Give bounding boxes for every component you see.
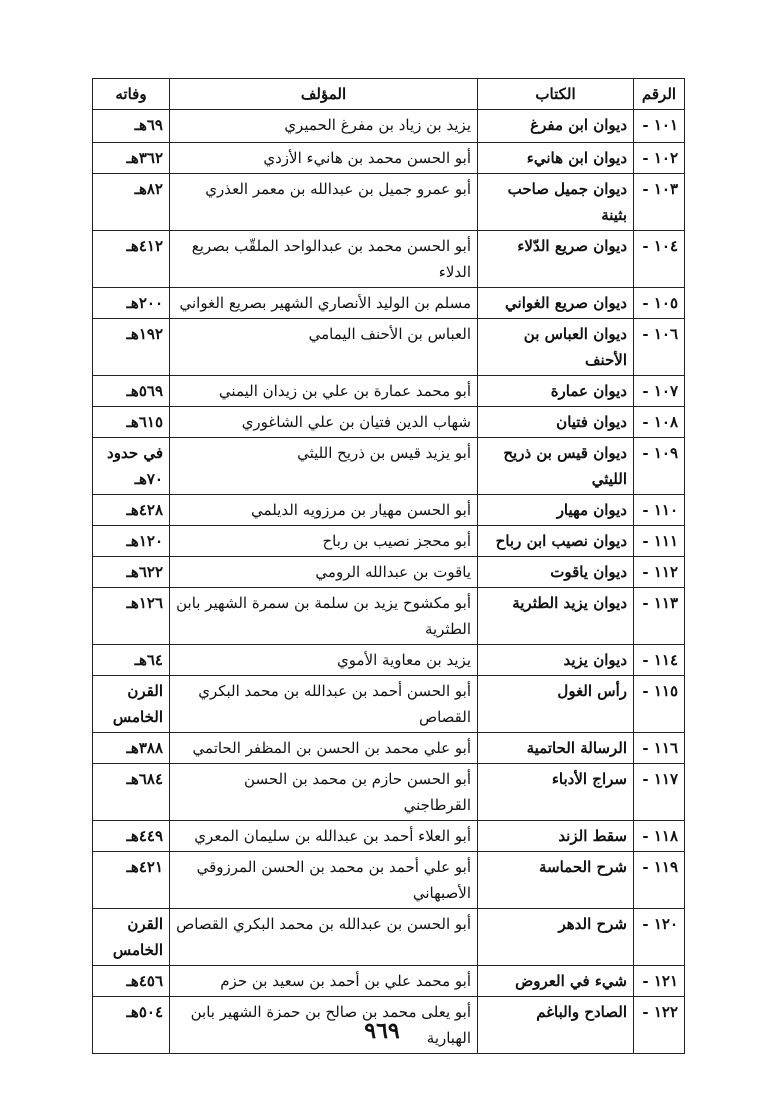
author-name: يزيد بن معاوية الأموي xyxy=(170,645,478,676)
book-title: ديوان ياقوت xyxy=(478,557,634,588)
book-title: ديوان ابن هانيء xyxy=(478,143,634,174)
death-year: ٥٦٩هـ xyxy=(93,376,170,407)
table-row xyxy=(93,733,685,764)
death-year: ٣٦٢هـ xyxy=(93,143,170,174)
table-row xyxy=(93,231,685,288)
death-year: ٦٤هـ xyxy=(93,645,170,676)
row-number: ١٢٠ - xyxy=(634,909,685,966)
author-name: أبو الحسن أحمد بن عبدالله بن محمد البكري القصاص xyxy=(170,676,478,733)
table-row xyxy=(93,588,685,645)
death-year: ٤٢١هـ xyxy=(93,852,170,909)
book-title: ديوان نصيب ابن رباح xyxy=(478,526,634,557)
row-number: ١١٢ - xyxy=(634,557,685,588)
death-year: في حدود ٧٠هـ xyxy=(93,438,170,495)
table-row xyxy=(93,288,685,319)
author-name: مسلم بن الوليد الأنصاري الشهير بصريع الغواني xyxy=(170,288,478,319)
death-year: ٤٤٩هـ xyxy=(93,821,170,852)
row-number: ١٠٦ - xyxy=(634,319,685,376)
book-title: الصادح والباغم xyxy=(478,997,634,1054)
author-name: أبو علي محمد بن الحسن بن المظفر الحاتمي xyxy=(170,733,478,764)
row-number: ١١٦ - xyxy=(634,733,685,764)
row-number: ١١٨ - xyxy=(634,821,685,852)
book-title: ديوان صريع الدّلاء xyxy=(478,231,634,288)
row-number: ١٠٤ - xyxy=(634,231,685,288)
header-number: الرقم xyxy=(634,79,685,110)
table-row xyxy=(93,764,685,821)
author-name: ياقوت بن عبدالله الرومي xyxy=(170,557,478,588)
row-number: ١٢٢ - xyxy=(634,997,685,1054)
author-name: شهاب الدين فتيان بن علي الشاغوري xyxy=(170,407,478,438)
table-row xyxy=(93,821,685,852)
book-title: سراج الأدباء xyxy=(478,764,634,821)
death-year: القرن الخامس xyxy=(93,909,170,966)
book-title: شيء في العروض xyxy=(478,966,634,997)
row-number: ١١٩ - xyxy=(634,852,685,909)
death-year: ٤١٢هـ xyxy=(93,231,170,288)
book-title: رأس الغول xyxy=(478,676,634,733)
book-title: ديوان صريع الغواني xyxy=(478,288,634,319)
book-title: ديوان يزيد xyxy=(478,645,634,676)
death-year: ٦٩هـ xyxy=(93,110,170,143)
author-name: أبو الحسن مهيار بن مرزويه الديلمي xyxy=(170,495,478,526)
book-title: ديوان العباس بن الأحنف xyxy=(478,319,634,376)
row-number: ١٠٣ - xyxy=(634,174,685,231)
death-year: ١٩٢هـ xyxy=(93,319,170,376)
table-header-row xyxy=(93,79,685,110)
book-title: سقط الزند xyxy=(478,821,634,852)
book-title: ديوان مهيار xyxy=(478,495,634,526)
death-year: ٥٠٤هـ xyxy=(93,997,170,1054)
author-name: يزيد بن زياد بن مفرغ الحميري xyxy=(170,110,478,143)
author-name: العباس بن الأحنف اليمامي xyxy=(170,319,478,376)
death-year: ٨٢هـ xyxy=(93,174,170,231)
death-year: ٦٨٤هـ xyxy=(93,764,170,821)
table-row xyxy=(93,909,685,966)
death-year: القرن الخامس xyxy=(93,676,170,733)
row-number: ١١١ - xyxy=(634,526,685,557)
death-year: ٤٥٦هـ xyxy=(93,966,170,997)
row-number: ١٠٥ - xyxy=(634,288,685,319)
row-number: ١٢١ - xyxy=(634,966,685,997)
book-title: ديوان جميل صاحب بثينة xyxy=(478,174,634,231)
death-year: ٣٨٨هـ xyxy=(93,733,170,764)
table-row xyxy=(93,143,685,174)
author-name: أبو الحسن محمد بن عبدالواحد الملقّب بصريع الدلاء xyxy=(170,231,478,288)
table-row xyxy=(93,174,685,231)
header-book: الكتاب xyxy=(478,79,634,110)
bibliography-table xyxy=(92,78,685,1054)
death-year: ٦١٥هـ xyxy=(93,407,170,438)
author-name: أبو العلاء أحمد بن عبدالله بن سليمان المعري xyxy=(170,821,478,852)
table-row xyxy=(93,438,685,495)
book-title: ديوان قيس بن ذريح الليثي xyxy=(478,438,634,495)
death-year: ٦٢٢هـ xyxy=(93,557,170,588)
death-year: ١٢٠هـ xyxy=(93,526,170,557)
row-number: ١١٠ - xyxy=(634,495,685,526)
author-name: أبو عمرو جميل بن عبدالله بن معمر العذري xyxy=(170,174,478,231)
author-name: أبو الحسن بن عبدالله بن محمد البكري القصاص xyxy=(170,909,478,966)
book-title: ديوان فتيان xyxy=(478,407,634,438)
death-year: ٤٢٨هـ xyxy=(93,495,170,526)
table-row xyxy=(93,966,685,997)
row-number: ١١٣ - xyxy=(634,588,685,645)
author-name: أبو يعلى محمد بن صالح بن حمزة الشهير بابن الهبارية xyxy=(170,997,478,1054)
author-name: أبو محمد علي بن أحمد بن سعيد بن حزم xyxy=(170,966,478,997)
table-row xyxy=(93,407,685,438)
table-row xyxy=(93,557,685,588)
author-name: أبو علي أحمد بن محمد بن الحسن المرزوقي الأصبهاني xyxy=(170,852,478,909)
row-number: ١٠٩ - xyxy=(634,438,685,495)
row-number: ١٠٧ - xyxy=(634,376,685,407)
book-title: شرح الدهر xyxy=(478,909,634,966)
author-name: أبو الحسن حازم بن محمد بن الحسن القرطاجني xyxy=(170,764,478,821)
row-number: ١١٧ - xyxy=(634,764,685,821)
page-number: ٩٦٩ xyxy=(364,1018,400,1044)
book-title: ديوان عمارة xyxy=(478,376,634,407)
table-row xyxy=(93,676,685,733)
death-year: ٢٠٠هـ xyxy=(93,288,170,319)
row-number: ١٠٢ - xyxy=(634,143,685,174)
table-row xyxy=(93,319,685,376)
book-title: شرح الحماسة xyxy=(478,852,634,909)
book-title: الرسالة الحاتمية xyxy=(478,733,634,764)
row-number: ١٠٨ - xyxy=(634,407,685,438)
author-name: أبو يزيد قيس بن ذريح الليثي xyxy=(170,438,478,495)
table-row xyxy=(93,526,685,557)
header-death: وفاته xyxy=(93,79,170,110)
book-title: ديوان ابن مفرغ xyxy=(478,110,634,143)
table-row xyxy=(93,495,685,526)
row-number: ١١٥ - xyxy=(634,676,685,733)
table-row xyxy=(93,110,685,143)
header-author: المؤلف xyxy=(170,79,478,110)
book-title: ديوان يزيد الطثرية xyxy=(478,588,634,645)
death-year: ١٢٦هـ xyxy=(93,588,170,645)
row-number: ١٠١ - xyxy=(634,110,685,143)
table-row xyxy=(93,852,685,909)
author-name: أبو محجز نصيب بن رباح xyxy=(170,526,478,557)
row-number: ١١٤ - xyxy=(634,645,685,676)
table-row xyxy=(93,645,685,676)
author-name: أبو مكشوح يزيد بن سلمة بن سمرة الشهير بابن الطثرية xyxy=(170,588,478,645)
table-row xyxy=(93,376,685,407)
author-name: أبو الحسن محمد بن هانيء الأزدي xyxy=(170,143,478,174)
author-name: أبو محمد عمارة بن علي بن زيدان اليمني xyxy=(170,376,478,407)
